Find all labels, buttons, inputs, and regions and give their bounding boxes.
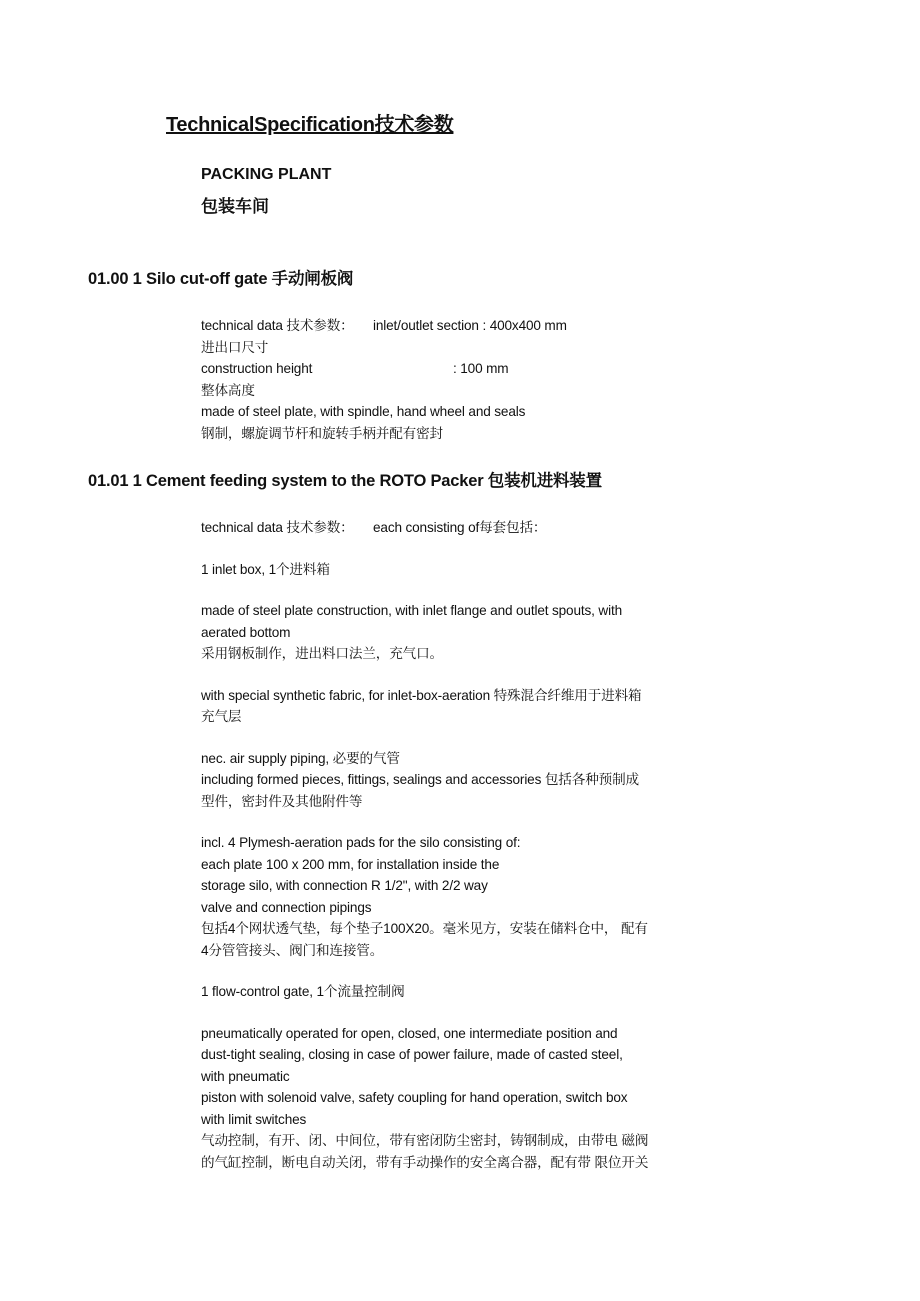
plant-name-zh: 包装车间 <box>201 197 269 216</box>
inlet-outlet-zh: 进出口尺寸 <box>201 339 269 355</box>
construction-height-zh: 整体高度 <box>201 382 255 398</box>
box-desc-zh: 采用钢板制作，进出料口法兰，充气口。 <box>201 646 443 661</box>
formed-line-1: including formed pieces, fittings, sealings and accessories 包括各种预制成 <box>201 772 639 787</box>
construction-height-label: construction height <box>201 361 313 376</box>
pads-zh-line-2: 4分管管接头、阀门和连接管。 <box>201 942 384 958</box>
pads-zh-line-1: 包括4个网状透气垫，每个垫子100X20。毫米见方，安装在储料仓中， 配有 <box>201 921 648 936</box>
inlet-outlet-value: inlet/outlet section : 400x400 mm <box>373 318 567 333</box>
technical-data-label: technical data 技术参数： <box>201 318 354 333</box>
material-en: made of steel plate, with spindle, hand wheel and seals <box>201 404 526 419</box>
document-title: TechnicalSpecification技术参数 <box>166 114 454 136</box>
fabric-line-1: with special synthetic fabric, for inlet-box-aeration 特殊混合纤维用于进料箱 <box>201 687 642 703</box>
section-heading-feeding-system: 01.01 1 Cement feeding system to the ROTO Packer 包装机进料装置 <box>88 472 602 490</box>
pads-line-4: valve and connection pipings <box>201 899 372 915</box>
flow-gate-item: 1 flow-control gate, 1个流量控制阀 <box>201 984 405 999</box>
consisting-text: each consisting of每套包括： <box>373 520 547 535</box>
pneumatic-line-4: piston with solenoid valve, safety coupling for hand operation, switch box <box>201 1090 628 1105</box>
pneumatic-zh-line-1: 气动控制，有开、闭、中间位，带有密闭防尘密封，铸钢制成，由带电 磁阀 <box>201 1133 649 1148</box>
material-zh: 钢制，螺旋调节杆和旋转手柄并配有密封 <box>201 425 443 441</box>
pads-line-2: each plate 100 x 200 mm, for installation inside the <box>201 856 500 872</box>
technical-data-line <box>201 315 691 337</box>
technical-data-line <box>201 517 691 539</box>
pneumatic-line-1: pneumatically operated for open, closed, one intermediate position and <box>201 1025 618 1041</box>
inlet-box-item: 1 inlet box, 1个进料箱 <box>201 561 330 577</box>
section-heading-silo-gate: 01.00 1 Silo cut-off gate 手动闸板阀 <box>88 270 354 288</box>
pads-line-3: storage silo, with connection R 1/2", with 2/2 way <box>201 878 488 893</box>
pneumatic-line-5: with limit switches <box>201 1111 307 1127</box>
box-desc-line-2: aerated bottom <box>201 624 291 640</box>
formed-line-2: 型件，密封件及其他附件等 <box>201 793 363 809</box>
pneumatic-line-2: dust-tight sealing, closing in case of power failure, made of casted steel, <box>201 1047 623 1062</box>
technical-data-label: technical data 技术参数： <box>201 520 354 535</box>
pads-line-1: incl. 4 Plymesh-aeration pads for the silo consisting of: <box>201 835 521 850</box>
construction-height-line <box>201 358 691 380</box>
box-desc-line-1: made of steel plate construction, with inlet flange and outlet spouts, with <box>201 603 622 618</box>
plant-name-en: PACKING PLANT <box>201 166 332 183</box>
construction-height-value: : 100 mm <box>453 361 509 376</box>
fabric-line-2: 充气层 <box>201 709 242 724</box>
section-body-silo-gate <box>201 315 691 444</box>
pneumatic-zh-line-2: 的气缸控制，断电自动关闭，带有手动操作的安全离合器，配有带 限位开关 <box>201 1154 649 1170</box>
section-body-feeding-system <box>201 517 691 1173</box>
pneumatic-line-3: with pneumatic <box>201 1068 290 1084</box>
air-supply-item: nec. air supply piping, 必要的气管 <box>201 750 400 766</box>
